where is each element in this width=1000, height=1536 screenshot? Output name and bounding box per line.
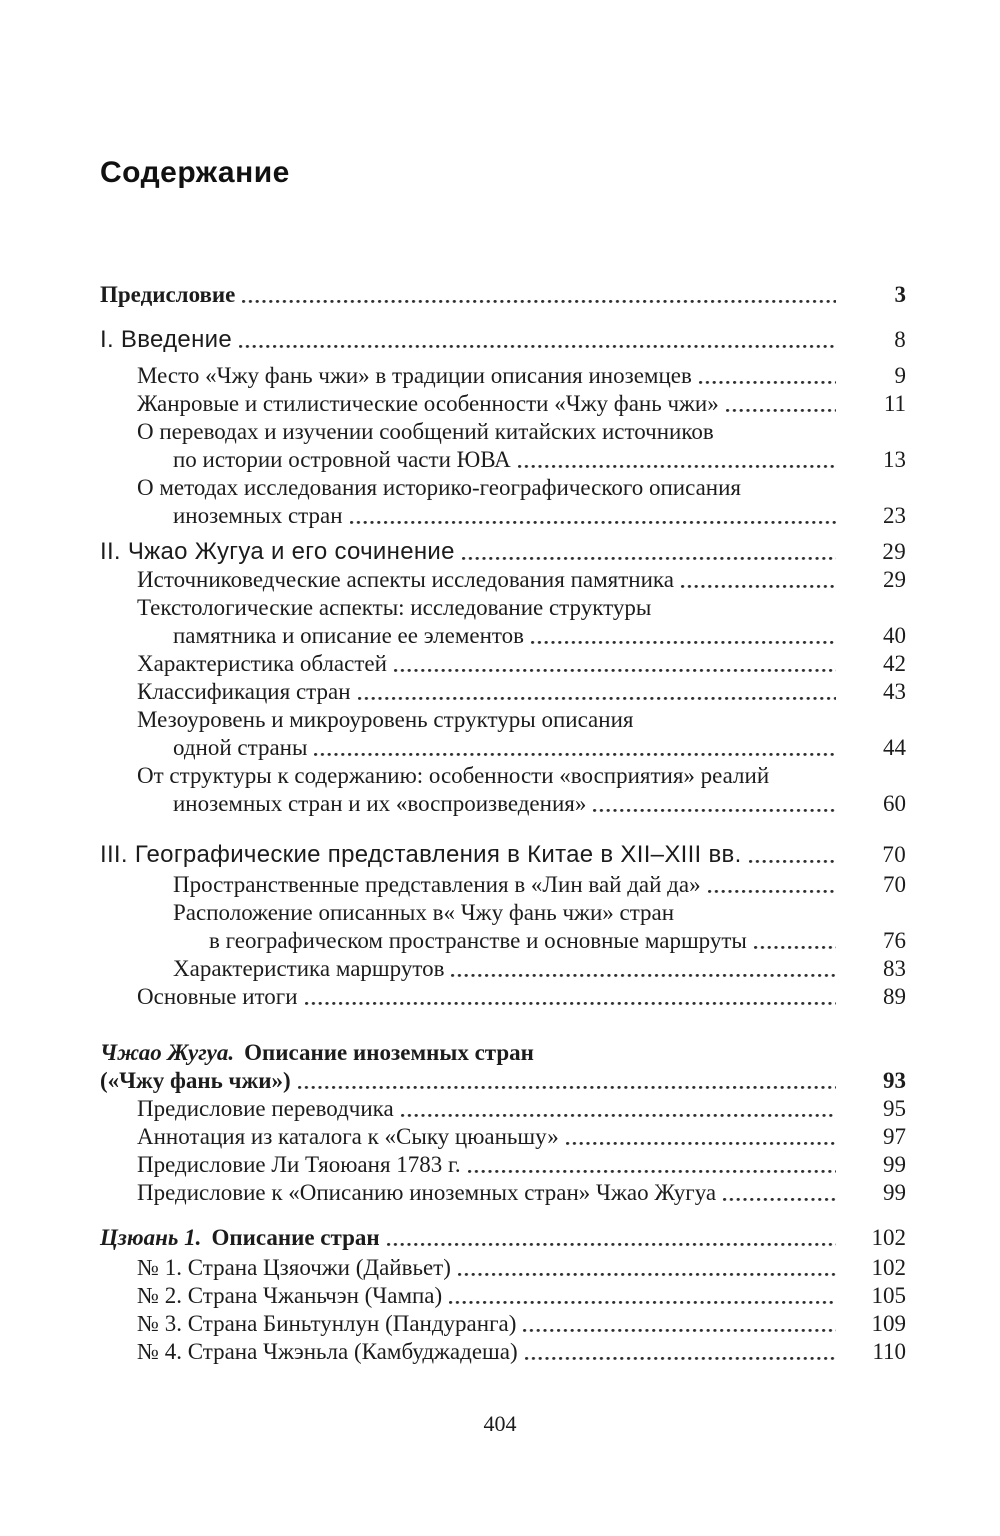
toc-row: [100, 1338, 906, 1366]
dot-leader: [242, 281, 836, 309]
dot-leader: [239, 326, 836, 354]
toc-page-number: 99: [883, 1152, 906, 1177]
toc-entry-text: по истории островной части ЮВА: [173, 447, 511, 472]
toc-row: [100, 983, 906, 1011]
toc-entry-text: II. Чжао Жугуа и его сочинение: [100, 538, 455, 565]
toc-entry-title: Описание стран: [211, 1225, 380, 1250]
toc-page-number: 83: [883, 956, 906, 981]
toc-page-number: 109: [871, 1311, 906, 1336]
toc-page-number: 99: [883, 1180, 906, 1205]
dot-leader: [451, 955, 836, 983]
toc-page-number: 11: [883, 391, 906, 416]
toc-row: [100, 1254, 906, 1282]
dot-leader: [458, 1254, 836, 1282]
toc-row: [100, 1095, 906, 1123]
toc-row: [100, 390, 906, 418]
toc-entry-text: Место «Чжу фань чжи» в традиции описания иноземцев: [137, 363, 692, 388]
dot-leader: [723, 1179, 836, 1207]
toc-page-number: 3: [894, 282, 906, 307]
toc-row: [100, 762, 906, 790]
dot-leader: [525, 1338, 836, 1366]
toc-entry-text: № 2. Страна Чжаньчэн (Чампа): [137, 1283, 443, 1308]
toc-page-number: 110: [872, 1339, 906, 1364]
toc-entry-text: Предисловие к «Описанию иноземных стран» Чжао Жугуа: [137, 1180, 717, 1205]
dot-leader: [531, 622, 836, 650]
toc-entry-text: в географическом пространстве и основные маршруты: [209, 928, 747, 953]
toc-entry-text: Текстологические аспекты: исследование структуры: [137, 595, 652, 620]
dot-leader: [681, 566, 836, 594]
toc-entry-text: памятника и описание ее элементов: [173, 623, 525, 648]
toc-entry-text: иноземных стран: [173, 503, 343, 528]
toc-page-number: 40: [883, 623, 906, 648]
toc-row: [100, 650, 906, 678]
toc-row: [100, 418, 906, 446]
toc-entry-text: О методах исследования историко-географического описания: [137, 475, 742, 500]
toc-row: [100, 790, 906, 818]
dot-leader: [387, 1224, 836, 1252]
toc-entry-volume: Цзюань 1.: [100, 1225, 202, 1250]
dot-leader: [699, 362, 836, 390]
toc-entry-text: Предисловие Ли Тяоюаня 1783 г.: [137, 1152, 461, 1177]
toc-row: [100, 1123, 906, 1151]
toc-page-number: 42: [883, 651, 906, 676]
toc-page-number: 43: [883, 679, 906, 704]
toc-row: [100, 734, 906, 762]
toc-row: [100, 502, 906, 530]
dot-leader: [462, 538, 836, 566]
toc-entry-text: Аннотация из каталога к «Сыку цюаньшу»: [137, 1124, 559, 1149]
dot-leader: [754, 927, 836, 955]
dot-leader: [523, 1310, 836, 1338]
page-title: Содержание: [100, 156, 290, 189]
dot-leader: [350, 502, 836, 530]
toc-page-number: 93: [883, 1068, 906, 1093]
toc-page-number: 70: [882, 842, 906, 867]
toc-entry-text: Характеристика маршрутов: [173, 956, 445, 981]
toc-page-number: 44: [883, 735, 906, 760]
toc-entry-text: («Чжу фань чжи»): [100, 1068, 291, 1093]
toc-entry-text: III. Географические представления в Китае в XII–XIII вв.: [100, 841, 742, 868]
toc-entry-title: Описание иноземных стран: [244, 1040, 534, 1065]
toc-page-number: 8: [894, 327, 906, 352]
toc-row: [100, 1179, 906, 1207]
toc-page-number: 102: [871, 1255, 906, 1280]
dot-leader: [726, 390, 836, 418]
toc-page-number: 102: [871, 1225, 906, 1250]
toc-entry-text: Классификация стран: [137, 679, 351, 704]
toc-row: [100, 678, 906, 706]
toc-row: [100, 1039, 906, 1067]
toc-row: [100, 1310, 906, 1338]
toc-row: [100, 899, 906, 927]
toc-page-number: 76: [883, 928, 906, 953]
toc-entry-text: Мезоуровень и микроуровень структуры описания: [137, 707, 634, 732]
toc-entry-text: Жанровые и стилистические особенности «Чжу фань чжи»: [137, 391, 719, 416]
toc-entry-text: Источниковедческие аспекты исследования памятника: [137, 567, 674, 592]
toc-entry-text: № 4. Страна Чжэньла (Камбуджадеша): [137, 1339, 518, 1364]
toc-page-number: 105: [871, 1283, 906, 1308]
dot-leader: [468, 1151, 836, 1179]
toc-page-number: 29: [883, 567, 906, 592]
toc-entry-text: № 3. Страна Биньтунлун (Пандуранга): [137, 1311, 517, 1336]
dot-leader: [593, 790, 836, 818]
toc-entry-text: От структуры к содержанию: особенности «восприятия» реалий: [137, 763, 770, 788]
toc-row: [100, 927, 906, 955]
dot-leader: [708, 871, 836, 899]
toc-entry-text: Характеристика областей: [137, 651, 387, 676]
toc-row: [100, 594, 906, 622]
toc-entry-text: О переводах и изучении сообщений китайских источников: [137, 419, 714, 444]
toc-row: [100, 362, 906, 390]
dot-leader: [518, 446, 836, 474]
toc-row: [100, 1151, 906, 1179]
toc-page-number: 23: [883, 503, 906, 528]
toc-row: [100, 474, 906, 502]
toc-row: [100, 1282, 906, 1310]
toc-entry-text: Предисловие переводчика: [137, 1096, 394, 1121]
toc-entry-author: Чжао Жугуа.: [100, 1040, 235, 1065]
toc-row: [100, 871, 906, 899]
dot-leader: [314, 734, 836, 762]
toc-entry-text: Предисловие: [100, 282, 236, 307]
toc-row: [100, 1224, 906, 1252]
footer-page-number: 404: [483, 1411, 517, 1436]
toc-page-number: 95: [883, 1096, 906, 1121]
toc-entry-text: № 1. Страна Цзяочжи (Дайвьет): [137, 1255, 451, 1280]
toc-row: [100, 622, 906, 650]
toc-entry-text: Пространственные представления в «Лин вай дай да»: [173, 872, 701, 897]
toc-entry-text: I. Введение: [100, 326, 232, 353]
toc-entry-text: Расположение описанных в« Чжу фань чжи» стран: [173, 900, 675, 925]
toc-row: [100, 446, 906, 474]
dot-leader: [449, 1282, 836, 1310]
toc-row: [100, 841, 906, 869]
toc-page-number: 9: [894, 363, 906, 388]
toc-row: [100, 955, 906, 983]
toc-page-number: 97: [883, 1124, 906, 1149]
toc-page-number: 60: [883, 791, 906, 816]
dot-leader: [358, 678, 836, 706]
dot-leader: [749, 841, 836, 869]
toc-row: [100, 326, 906, 354]
dot-leader: [566, 1123, 836, 1151]
toc-row: [100, 706, 906, 734]
dot-leader: [298, 1067, 836, 1095]
dot-leader: [401, 1095, 836, 1123]
toc-page-number: 13: [883, 447, 906, 472]
toc-entry-text: одной страны: [173, 735, 308, 760]
toc-page-number: 70: [883, 872, 906, 897]
toc-entry-text: Основные итоги: [137, 984, 298, 1009]
toc-row: [100, 538, 906, 566]
toc-row: [100, 281, 906, 309]
toc-row: [100, 566, 906, 594]
toc-row: [100, 1067, 906, 1095]
toc-entry-text: иноземных стран и их «воспроизведения»: [173, 791, 587, 816]
table-of-contents: [100, 281, 906, 1366]
toc-page-number: 89: [883, 984, 906, 1009]
dot-leader: [305, 983, 836, 1011]
dot-leader: [394, 650, 836, 678]
toc-page-number: 29: [882, 539, 906, 564]
